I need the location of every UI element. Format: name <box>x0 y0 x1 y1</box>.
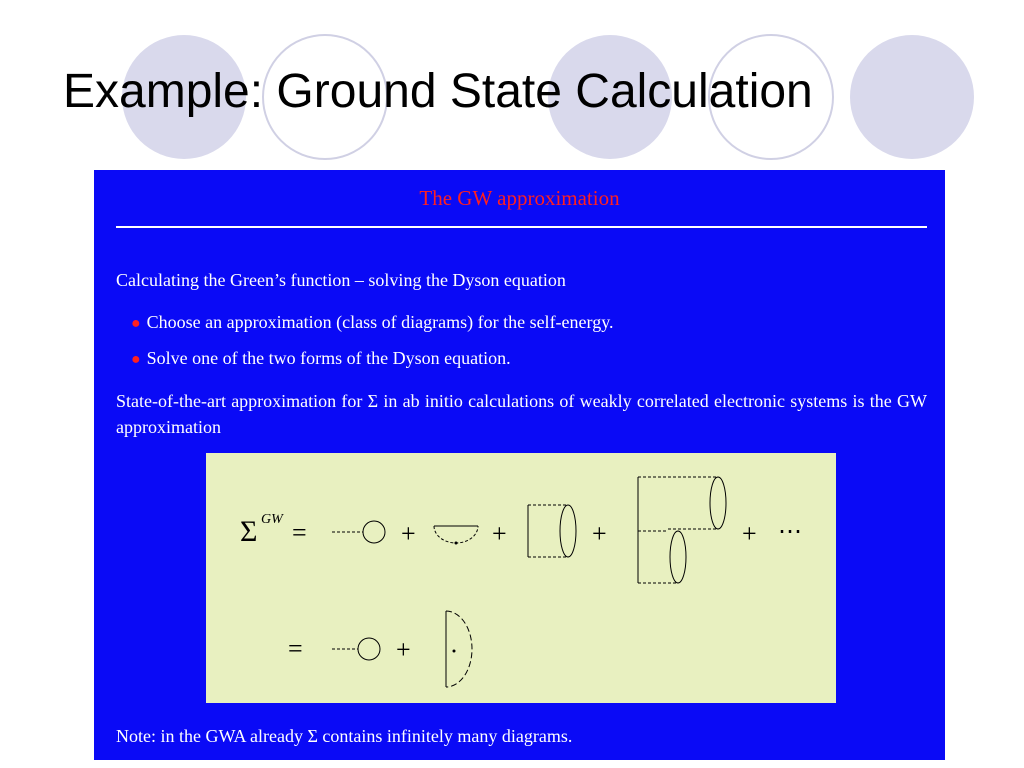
ellipsis: ⋯ <box>778 519 802 545</box>
sigma-symbol: Σ <box>240 515 258 548</box>
note-text: Note: in the GWA already Σ contains infinitely many diagrams. <box>116 726 573 746</box>
statement-text: State-of-the-art approximation for Σ in ab initio calculations of weakly correlated electronic systems is the GW approximation <box>116 391 927 437</box>
content-panel <box>94 170 945 760</box>
plus-sign-5: + <box>396 635 411 664</box>
panel-heading: The GW approximation <box>419 186 620 210</box>
bullet-dot-icon: ● <box>131 351 141 368</box>
two-loop-diagram-icon <box>638 477 726 583</box>
slide-title: Example: Ground State Calculation <box>63 65 813 118</box>
intro-text: Calculating the Green’s function – solving the Dyson equation <box>116 270 566 290</box>
bullet-dot-icon: ● <box>131 315 141 332</box>
feynman-diagram-equation <box>206 453 836 703</box>
bullet-item <box>131 348 511 369</box>
half-loop-diagram-icon <box>434 526 478 544</box>
equals-sign-2: = <box>288 634 303 663</box>
plus-sign-4: + <box>742 519 757 548</box>
dressed-bubble-diagram-icon <box>332 638 380 660</box>
heading-rule <box>116 226 927 228</box>
ladder-diagram-icon <box>528 505 576 557</box>
dressed-half-loop-diagram-icon <box>446 611 472 687</box>
bullet-text: Choose an approximation (class of diagrams) for the self-energy. <box>146 312 614 332</box>
sigma-superscript: GW <box>261 512 283 527</box>
plus-sign-1: + <box>401 519 416 548</box>
bubble-diagram-icon <box>332 521 385 543</box>
equation-box <box>206 453 836 703</box>
bullet-item <box>131 312 614 333</box>
plus-sign-2: + <box>492 519 507 548</box>
equals-sign-1: = <box>292 518 307 547</box>
bullet-text: Solve one of the two forms of the Dyson equation. <box>146 348 511 368</box>
circle-5 <box>850 35 974 159</box>
plus-sign-3: + <box>592 519 607 548</box>
